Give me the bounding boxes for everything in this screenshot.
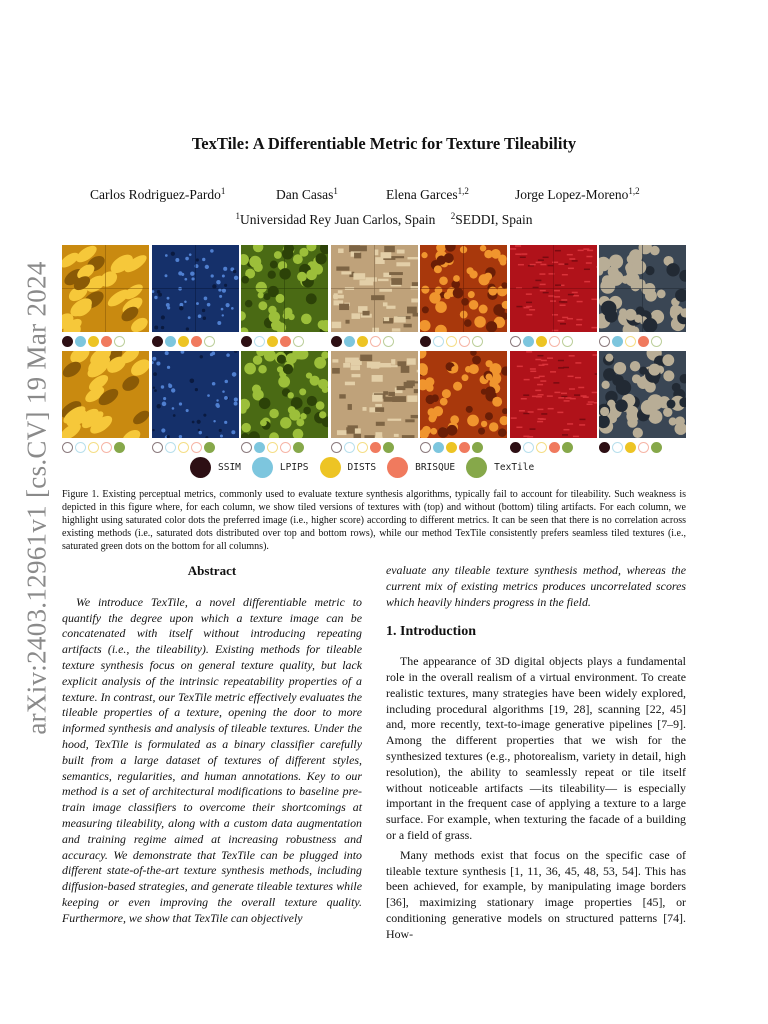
abstract-continued: evaluate any tileable texture synthesis method, whereas the current mix of existing metrics produces uncorrelated scores which heavily hinders progress in the field. — [386, 563, 686, 609]
metric-dot — [612, 442, 623, 453]
metric-dot — [152, 442, 163, 453]
metric-dot — [114, 442, 125, 453]
metric-dot — [204, 336, 215, 347]
texture-tile-bottom — [510, 351, 597, 438]
metric-dots-top — [241, 336, 304, 348]
figure-legend — [190, 457, 545, 478]
metric-dot — [638, 442, 649, 453]
texture-swatch — [510, 351, 597, 438]
metric-dot — [178, 442, 189, 453]
metric-dot — [331, 336, 342, 347]
metric-dot — [165, 442, 176, 453]
metric-dot — [459, 336, 470, 347]
texture-swatch — [62, 351, 149, 438]
metric-dot — [101, 442, 112, 453]
texture-tile-top — [331, 245, 418, 332]
metric-dots-bottom — [510, 442, 573, 454]
metric-dot — [523, 336, 534, 347]
metric-dot — [383, 336, 394, 347]
metric-dots-top — [599, 336, 662, 348]
metric-dot — [446, 336, 457, 347]
metric-dot — [191, 336, 202, 347]
texture-swatch — [152, 351, 239, 438]
intro-paragraph: Many methods exist that focus on the specific case of tileable texture synthesis [1, 11, 36, 45, 48, 53, 54]. This has been achieved, for example, by manipulating image borders [36], maximizing stationary image properties [45], or conditioning generative models on structured patterns [74]. How- — [386, 847, 686, 941]
metric-dots-bottom — [331, 442, 394, 454]
texture-tile-bottom — [420, 351, 507, 438]
texture-tile-bottom — [599, 351, 686, 438]
metric-dot — [293, 336, 304, 347]
texture-tile-bottom — [62, 351, 149, 438]
right-column — [386, 563, 686, 947]
texture-swatch — [241, 245, 328, 332]
texture-swatch — [599, 245, 686, 332]
legend-dot — [252, 457, 273, 478]
texture-swatch — [62, 245, 149, 332]
metric-dot — [562, 442, 573, 453]
texture-swatch — [152, 245, 239, 332]
metric-dot — [549, 336, 560, 347]
metric-dots-bottom — [420, 442, 483, 454]
texture-swatch — [420, 245, 507, 332]
arxiv-stamp: arXiv:2403.12961v1 [cs.CV] 19 Mar 2024 — [21, 260, 52, 735]
affiliations — [0, 211, 768, 228]
metric-dots-top — [420, 336, 483, 348]
metric-dot — [254, 336, 265, 347]
metric-dot — [625, 336, 636, 347]
metric-dot — [62, 442, 73, 453]
metric-dot — [152, 336, 163, 347]
metric-dot — [612, 336, 623, 347]
metric-dots-top — [152, 336, 215, 348]
texture-tile-top — [152, 245, 239, 332]
metric-dot — [191, 442, 202, 453]
metric-dot — [254, 442, 265, 453]
metric-dot — [599, 442, 610, 453]
metric-dot — [75, 442, 86, 453]
metric-dot — [357, 336, 368, 347]
abstract-heading: Abstract — [187, 563, 237, 578]
metric-dot — [510, 336, 521, 347]
metric-dot — [88, 442, 99, 453]
metric-dot — [433, 442, 444, 453]
texture-swatch — [331, 245, 418, 332]
texture-tile-top — [510, 245, 597, 332]
metric-dot — [523, 442, 534, 453]
metric-dot — [472, 442, 483, 453]
legend-dot — [320, 457, 341, 478]
author: Elena Garces$^{1,2}$ — [386, 186, 469, 202]
texture-tile-bottom — [331, 351, 418, 438]
affiliation: $^2$SEDDI, Spain — [450, 211, 533, 227]
texture-swatch — [420, 351, 507, 438]
abstract-text: We introduce TexTile, a novel differentiable metric to quantify the degree upon which a texture image can be concatenated with itself without introducing repeating artifacts (i.e., the tileability). Existing methods for tileable texture synthesis focus on general texture quality, but lack explicit analysis of the intrinsic repeatability properties of a texture. In contrast, our TexTile metric effectively evaluates the tileable properties of a texture, opening the door to more informed synthesis and analysis of tileable textures. Under the hood, TexTile is formulated as a binary classifier carefully built from a large dataset of textures of different styles, semantics, regularities, and human annotations. Key to our method is a set of architectural modifications to baseline pre-train image classifiers to overcome their shortcomings at measuring tileability, along with a custom data augmentation and training regime aimed at increasing robustness and accuracy. We demonstrate that TexTile can be plugged into different state-of-the-art texture synthesis methods, including diffusion-based strategies, and generate tileable textures while keeping or even improving the overall texture quality. Furthermore, we show that TexTile can objectively — [62, 594, 362, 925]
metric-dots-top — [331, 336, 394, 348]
texture-tile-top — [420, 245, 507, 332]
left-column — [62, 563, 362, 927]
legend-label: BRISQUE — [415, 462, 456, 473]
texture-swatch — [331, 351, 418, 438]
metric-dot — [241, 442, 252, 453]
metric-dots-bottom — [62, 442, 125, 454]
legend-label: LPIPS — [279, 462, 309, 473]
legend-item — [320, 457, 377, 478]
figure-caption: Figure 1. Existing perceptual metrics, commonly used to evaluate texture synthesis algorithms, typically fail to account for tileability. Such weakness is depicted in this figure where, for each column, we show tiled versions of textures with (top) and without (bottom) tiling artifacts. For each column, we highlight using saturated color dots the preferred image (i.e., higher score) according to different metrics. It can be seen that there is no correlation across existing methods (i.e., saturated dots distributed over top and bottom rows), while our method TexTile consistently prefers seamless tiled textures (i.e., saturated green dots on the bottom for all columns). — [62, 489, 686, 552]
metric-dot — [446, 442, 457, 453]
metric-dot — [638, 336, 649, 347]
metric-dot — [101, 336, 112, 347]
metric-dot — [370, 442, 381, 453]
metric-dot — [114, 336, 125, 347]
metric-dot — [331, 442, 342, 453]
metric-dot — [459, 442, 470, 453]
texture-swatch — [241, 351, 328, 438]
texture-tile-bottom — [241, 351, 328, 438]
metric-dot — [420, 442, 431, 453]
metric-dot — [625, 442, 636, 453]
metric-dot — [75, 336, 86, 347]
texture-tile-top — [599, 245, 686, 332]
legend-label: DISTS — [347, 462, 377, 473]
metric-dot — [536, 336, 547, 347]
metric-dot — [433, 336, 444, 347]
metric-dot — [549, 442, 560, 453]
metric-dot — [383, 442, 394, 453]
metric-dot — [165, 336, 176, 347]
metric-dot — [280, 336, 291, 347]
metric-dot — [357, 442, 368, 453]
author: Carlos Rodriguez-Pardo$^1$ — [90, 186, 226, 202]
legend-item — [190, 457, 241, 478]
metric-dot — [536, 442, 547, 453]
legend-label: TexTile — [494, 462, 535, 473]
metric-dots-bottom — [152, 442, 215, 454]
legend-item — [252, 457, 309, 478]
legend-dot — [190, 457, 211, 478]
affiliation: $^1$Universidad Rey Juan Carlos, Spain — [235, 211, 436, 227]
metric-dot — [510, 442, 521, 453]
metric-dot — [344, 442, 355, 453]
metric-dot — [241, 336, 252, 347]
author: Jorge Lopez-Moreno$^{1,2}$ — [515, 186, 640, 202]
texture-tile-top — [62, 245, 149, 332]
paper-title: TexTile: A Differentiable Metric for Texture Tileability — [191, 134, 577, 153]
section-heading: 1. Introduction — [386, 624, 476, 640]
metric-dot — [267, 336, 278, 347]
metric-dot — [651, 442, 662, 453]
teaser-figure — [62, 245, 686, 481]
metric-dots-top — [62, 336, 125, 348]
texture-tile-top — [241, 245, 328, 332]
metric-dot — [599, 336, 610, 347]
metric-dot — [651, 336, 662, 347]
metric-dot — [204, 442, 215, 453]
texture-swatch — [510, 245, 597, 332]
metric-dot — [472, 336, 483, 347]
metric-dot — [562, 336, 573, 347]
legend-label: SSIM — [218, 462, 241, 473]
author: Dan Casas$^1$ — [276, 186, 338, 202]
metric-dot — [420, 336, 431, 347]
metric-dot — [293, 442, 304, 453]
metric-dot — [370, 336, 381, 347]
metric-dot — [62, 336, 73, 347]
metric-dots-top — [510, 336, 573, 348]
metric-dots-bottom — [599, 442, 662, 454]
intro-paragraph: The appearance of 3D digital objects plays a fundamental role in the overall realism of a virtual environment. To create realistic textures, many strategies have been widely explored, including procedural algorithms [19, 28], scanning [22, 45] and, more recently, text-to-image generative pipelines [7–9]. Among the different properties that we wish for the synthesized textures (e.g., photorealism, variety in detail, high resolution), the ability to seamlessly repeat or tile itself without noticeable artifacts —its tileability— is especially important in the frequent case of applying a texture to a large surface. For example, when texturing the facade of a building or a field of grass. — [386, 654, 686, 842]
legend-item — [387, 457, 455, 478]
legend-dot — [466, 457, 487, 478]
texture-tile-bottom — [152, 351, 239, 438]
metric-dots-bottom — [241, 442, 304, 454]
metric-dot — [344, 336, 355, 347]
legend-dot — [387, 457, 408, 478]
metric-dot — [178, 336, 189, 347]
metric-dot — [280, 442, 291, 453]
metric-dot — [88, 336, 99, 347]
texture-swatch — [599, 351, 686, 438]
legend-item — [466, 457, 534, 478]
metric-dot — [267, 442, 278, 453]
